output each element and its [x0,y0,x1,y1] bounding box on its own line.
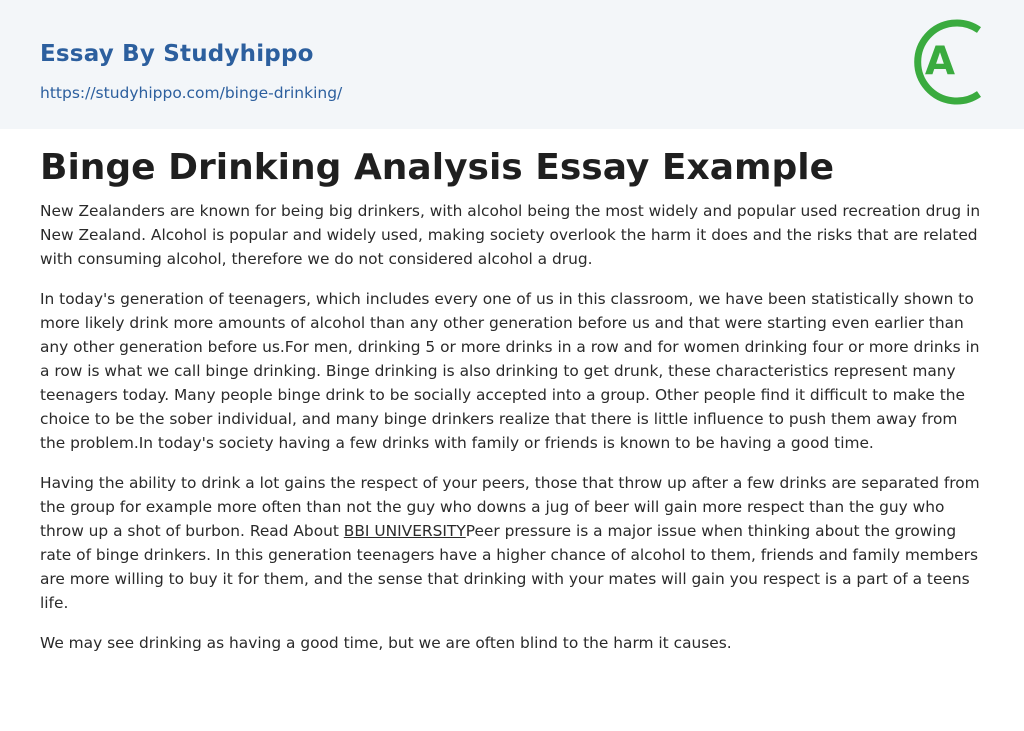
brand-title[interactable]: Essay By Studyhippo [40,41,314,67]
studyhippo-logo-icon[interactable] [908,17,990,107]
paragraph-2: In today's generation of teenagers, which includes every one of us in this classroom, we have been statistically shown to more likely drink more amounts of alcohol than any other generation before us and that were starting even earlier than any other generation before us.For men, drinking 5 or more drinks in a row and for women drinking four or more drinks in a row is what we call binge drinking. Binge drinking is also drinking to get drunk, these characteristics represent many teenagers today. Many people binge drink to be socially accepted into a group. Other people find it difficult to make the choice to be the sober individual, and many binge drinkers realize that there is little influence to push them away from the problem.In today's society having a few drinks with family or friends is known to be having a good time. [40,290,980,452]
paragraph-1: New Zealanders are known for being big drinkers, with alcohol being the most widely and popular used recreation drug in New Zealand. Alcohol is popular and widely used, making society overlook the harm it does and the risks that are related with consuming alcohol, therefore we do not considered alcohol a drug. [40,202,981,268]
article-title: Binge Drinking Analysis Essay Example [40,147,835,188]
page-url-link[interactable]: https://studyhippo.com/binge-drinking/ [40,84,343,102]
logo-letter: A [924,39,956,84]
article [40,145,985,671]
paragraph-3 [40,471,985,615]
header-bar [0,0,1024,129]
paragraph-3-after: Peer pressure is a major issue when thinking about the growing rate of binge drinkers. In this generation teenagers have a higher chance of alcohol to them, friends and family members are more willing to buy it for them, and the sense that drinking with your mates will gain you respect is a part of a teens life. [40,522,978,612]
bbi-university-link[interactable]: BBI UNIVERSITY [343,522,466,540]
paragraph-3-before: Having the ability to drink a lot gains the respect of your peers, those that throw up after a few drinks are separated from the group for example more often than not the guy who downs a jug of beer will gain more respect than the guy who throw up a shot of burbon. Read About [40,474,980,540]
paragraph-4: We may see drinking as having a good time, but we are often blind to the harm it causes. [40,634,732,652]
